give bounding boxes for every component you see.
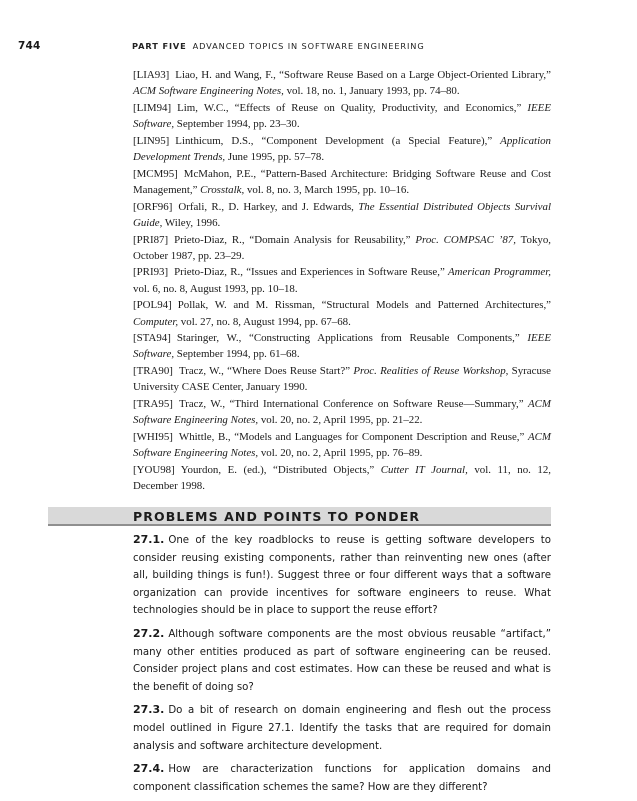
section-header-bar — [48, 507, 551, 526]
problem-list — [133, 531, 551, 801]
problem-number: 27.3. — [133, 703, 165, 717]
reference-text: Linthicum, D.S., “Component Development (a Special Feature),” — [175, 134, 501, 147]
problem-number: 27.2. — [133, 626, 165, 640]
reference-details: June 1995, pp. 57–78. — [225, 151, 325, 164]
reference-tag: [LIA93] — [133, 69, 170, 81]
reference-text: Prieto-Diaz, R., “Domain Analysis for Reusability,” — [174, 233, 416, 246]
reference-source: IEEE Software, — [133, 101, 551, 131]
reference-entry — [133, 429, 551, 461]
reference-entry — [133, 396, 551, 428]
reference-entry — [133, 363, 551, 395]
reference-details: September 1994, pp. 61–68. — [174, 348, 300, 361]
reference-text: Yourdon, E. (ed.), “Distributed Objects,” — [180, 463, 381, 476]
reference-tag: [WHI95] — [133, 430, 173, 443]
reference-tag: [TRA90] — [133, 365, 173, 378]
reference-source: ACM Software Engineering Notes, — [133, 85, 284, 98]
part-title: ADVANCED TOPICS IN SOFTWARE ENGINEERING — [192, 41, 425, 51]
reference-details: Tokyo, October 1987, pp. 23–29. — [133, 233, 552, 262]
reference-source: Crosstalk, — [200, 183, 245, 196]
reference-text: McMahon, P.E., “Pattern-Based Architecture: Bridging Software Reuse and Cost Management,” — [133, 167, 551, 196]
reference-source: ACM Software Engineering Notes, — [133, 398, 551, 427]
problem-item — [133, 625, 551, 696]
reference-entry — [133, 199, 551, 231]
reference-source: ACM Software Engineering Notes, — [133, 430, 551, 460]
reference-tag: [YOU98] — [133, 463, 175, 476]
reference-details: Wiley, 1996. — [162, 216, 221, 229]
reference-details: vol. 20, no. 2, April 1995, pp. 76–89. — [258, 447, 423, 460]
reference-text: Liao, H. and Wang, F., “Software Reuse Based on a Large Object-Oriented Library,” — [175, 69, 551, 81]
reference-entry — [133, 166, 551, 198]
reference-entry — [133, 297, 551, 329]
reference-tag: [PRI87] — [133, 233, 169, 246]
reference-text: Prieto-Diaz, R., “Issues and Experiences in Software Reuse,” — [174, 266, 449, 279]
part-number: PART FIVE — [132, 41, 187, 51]
reference-text: Pollak, W. and M. Rissman, “Structural Models and Patterned Architectures,” — [177, 299, 551, 312]
reference-source: Cutter IT Journal, — [380, 463, 468, 476]
reference-source: The Essential Distributed Objects Survival Guide, — [133, 200, 551, 229]
problem-number: 27.1. — [133, 533, 165, 546]
problem-text: Although software components are the most obvious reusable “artifact,” many other entities produced as part of software engineering can be reused. Consider project plans and cost estimates. How can these be reused and what is the benefit of doing so? — [133, 628, 551, 693]
reference-tag: [LIN95] — [133, 134, 170, 147]
reference-entry — [133, 264, 551, 296]
reference-entry — [133, 232, 551, 264]
reference-tag: [POL94] — [133, 299, 172, 312]
reference-tag: [ORF96] — [133, 200, 173, 213]
problem-item — [133, 701, 551, 755]
reference-details: vol. 27, no. 8, August 1994, pp. 67–68. — [178, 315, 351, 328]
reference-tag: [LIM94] — [133, 101, 172, 114]
section-title: PROBLEMS AND POINTS TO PONDER — [133, 509, 421, 524]
reference-text: Lim, W.C., “Effects of Reuse on Quality, Productivity, and Economics,” — [177, 101, 528, 114]
reference-details: vol. 20, no. 2, April 1995, pp. 21–22. — [258, 414, 423, 427]
reference-details: vol. 11, no. 12, December 1998. — [133, 463, 552, 493]
problem-text: One of the key roadblocks to reuse is getting software developers to consider reusing existing components, rather than reinventing new ones (after all, building things is fun!). Suggest three or four different ways that a software organization can provide incentives for software engineers to reuse. What technologies should be in place to support the reuse effort? — [133, 535, 551, 617]
problem-text: Do a bit of research on domain engineering and flesh out the process model outlined in Figure 27.1. Identify the tasks that are required for domain analysis and software architecture development. — [133, 705, 551, 752]
problem-item — [133, 760, 551, 796]
reference-source: Computer, — [133, 315, 179, 328]
reference-entry — [133, 462, 551, 494]
reference-list — [133, 67, 551, 495]
part-label — [132, 41, 425, 51]
reference-tag: [TRA95] — [133, 398, 173, 411]
reference-tag: [STA94] — [133, 332, 171, 345]
reference-text: Orfali, R., D. Harkey, and J. Edwards, — [178, 200, 359, 213]
reference-source: Application Development Trends, — [133, 134, 551, 164]
reference-text: Staringer, W., “Constructing Applications from Reusable Components,” — [176, 332, 528, 345]
reference-entry — [133, 100, 551, 132]
reference-entry — [133, 133, 551, 165]
problem-number: 27.4. — [133, 762, 165, 776]
reference-tag: [PRI93] — [133, 266, 169, 279]
reference-tag: [MCM95] — [133, 167, 178, 180]
reference-details: vol. 6, no. 8, August 1993, pp. 10–18. — [133, 282, 298, 295]
reference-entry — [133, 330, 551, 362]
reference-text: Tracz, W., “Where Does Reuse Start?” — [178, 365, 354, 378]
reference-entry — [133, 67, 551, 99]
running-head — [18, 40, 618, 54]
reference-text: Whittle, B., “Models and Languages for Component Description and Reuse,” — [178, 430, 528, 443]
reference-source: Proc. Realities of Reuse Workshop, — [353, 365, 509, 378]
reference-details: September 1994, pp. 23–30. — [174, 118, 300, 131]
reference-source: Proc. COMPSAC ’87, — [415, 233, 516, 246]
problem-item — [133, 531, 551, 620]
page-number: 744 — [18, 40, 41, 52]
reference-source: IEEE Software, — [133, 332, 551, 361]
reference-details: vol. 18, no. 1, January 1993, pp. 74–80. — [283, 85, 460, 98]
reference-text: Tracz, W., “Third International Conference on Software Reuse—Summary,” — [178, 398, 528, 411]
reference-source: American Programmer, — [448, 266, 551, 279]
reference-details: Syracuse University CASE Center, January 1990. — [133, 365, 551, 394]
problem-text: How are characterization functions for application domains and component classification schemes the same? How are they different? — [133, 764, 551, 793]
reference-details: vol. 8, no. 3, March 1995, pp. 10–16. — [244, 183, 410, 196]
